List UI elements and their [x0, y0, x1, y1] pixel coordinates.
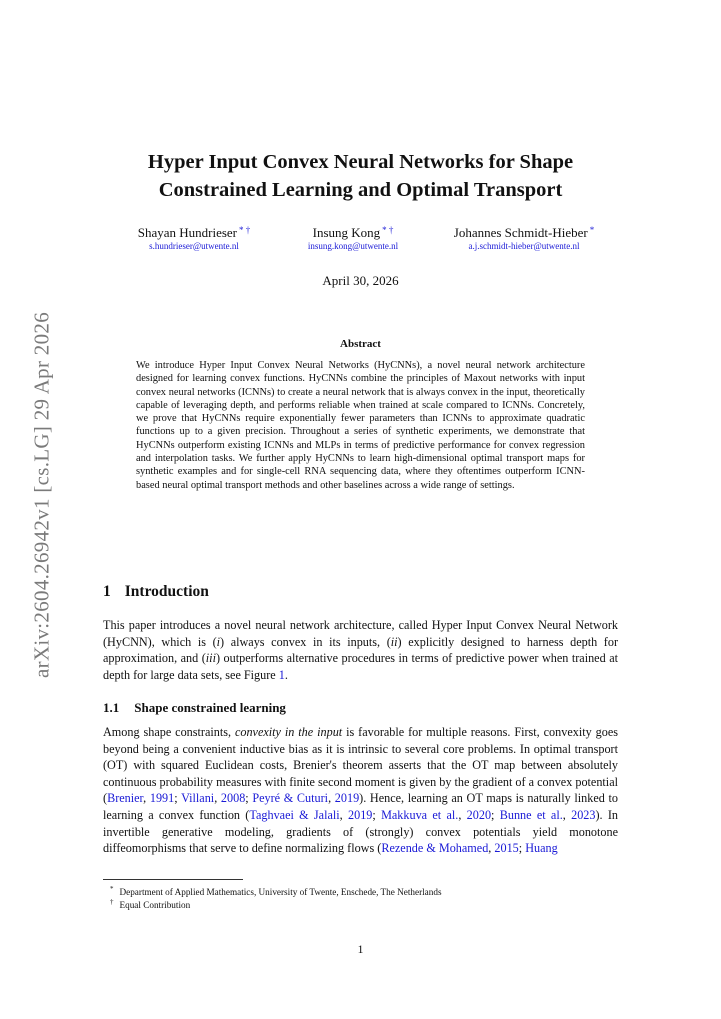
- title-line-2: Constrained Learning and Optimal Transport: [158, 179, 563, 201]
- citation-link[interactable]: Rezende & Mohamed: [381, 841, 489, 856]
- subsection-title: Shape constrained learning: [134, 700, 286, 715]
- citation-link[interactable]: Taghvaei & Jalali: [249, 807, 340, 822]
- shape-constrained-paragraph: Among shape constraints, convexity in the input is favorable for multiple reasons. First, convexity goes beyond being a convenient inductive bias as it is intrinsic to several core problems. In optimal transport (OT) with squared Euclidean costs, Brenier's theorem asserts that the OT map between absolutely continuous probability measures with finite second moment is given by the gradient of a convex potential (Brenier, 1991; Villani, 2008; Peyré & Cuturi, 2019). Hence, learning an OT maps is naturally linked to learning a convex function (Taghvaei & Jalali, 2019; Makkuva et al., 2020; Bunne et al., 2023). In invertible generative modeling, gradients of (strongly) convex potentials yield monotone diffeomorphisms that serve to define normalizing flows (Rezende & Mohamed, 2015; Huang: [103, 725, 619, 856]
- author-email[interactable]: insung.kong@utwente.nl: [307, 241, 399, 251]
- text-run: ). Hence, learning an OT maps is naturally linked to learning a convex function (: [103, 791, 619, 822]
- footnote-mark: †: [110, 898, 114, 906]
- footnote-text: Equal Contribution: [119, 900, 191, 911]
- footnote-text: Department of Applied Mathematics, University of Twente, Enschede, The Netherlands: [119, 887, 442, 898]
- citation-link[interactable]: Villani: [181, 791, 215, 806]
- emphasis: convexity in the input: [234, 725, 343, 739]
- text-run: is favorable for multiple reasons. First, convexity goes beyond being a convenient inductive bias as it is intrinsic to several core problems. In optimal transport (OT) with squared Euclidean costs, Brenier's theorem asserts that the OT map between absolutely continuous probability measures with finite second moment is given by the gradient of a convex potential (: [103, 725, 618, 806]
- citation-link[interactable]: Makkuva et al.: [381, 807, 459, 822]
- title-line-1: Hyper Input Convex Neural Networks for Shape: [147, 151, 574, 173]
- section-number: 1: [103, 583, 111, 600]
- author-email[interactable]: s.hundrieser@utwente.nl: [149, 241, 239, 251]
- figure-reference-link[interactable]: 1: [278, 667, 285, 682]
- citation-link[interactable]: Peyré & Cuturi: [252, 791, 329, 806]
- author-email[interactable]: a.j.schmidt-hieber@utwente.nl: [468, 241, 580, 251]
- citation-year-link[interactable]: 2008: [220, 791, 246, 806]
- author-affiliation-marks[interactable]: *: [589, 225, 595, 235]
- text-run: ) outperforms alternative procedures in terms of predictive power when trained at depth for large data sets, see Figure: [103, 651, 618, 682]
- arxiv-identifier-stamp: arXiv:2604.26942v1 [cs.LG] 29 Apr 2026: [29, 311, 54, 679]
- paper-title: [0, 148, 721, 204]
- text-run: .: [284, 667, 288, 682]
- citation-year-link[interactable]: 2019: [334, 791, 360, 806]
- citation-link[interactable]: Huang: [525, 841, 558, 856]
- citation-link[interactable]: Brenier: [107, 791, 144, 806]
- section-title: Introduction: [124, 583, 209, 600]
- author-name: Insung Kong: [312, 225, 381, 240]
- author-affiliation-marks[interactable]: * †: [239, 225, 251, 235]
- citation-year-link[interactable]: 1991: [149, 791, 175, 806]
- emphasis: i: [216, 634, 221, 649]
- citation-year-link[interactable]: 2020: [466, 807, 492, 822]
- subsection-number: 1.1: [103, 700, 120, 715]
- author-3: [432, 225, 616, 251]
- emphasis: ii: [390, 634, 398, 649]
- footnote-mark: *: [110, 885, 114, 893]
- footnote-divider: [103, 879, 243, 880]
- page-number: 1: [357, 942, 364, 956]
- citation-year-link[interactable]: 2019: [348, 807, 373, 822]
- citation-link[interactable]: Bunne et al.: [499, 807, 563, 822]
- text-run: ) always convex in its inputs, (: [220, 634, 391, 649]
- text-run: ) explicitly designed to harness depth for approximation, and (: [103, 634, 619, 666]
- footnote-equal-contribution: [110, 896, 190, 911]
- author-name: Shayan Hundrieser: [137, 225, 238, 240]
- author-2: [284, 225, 422, 251]
- author-1: [118, 225, 270, 251]
- author-affiliation-marks[interactable]: * †: [382, 225, 394, 235]
- abstract-text: We introduce Hyper Input Convex Neural Networks (HyCNNs), a novel neural network architecture designed for learning convex functions. HyCNNs combine the principles of Maxout networks with input convex neural networks (ICNNs) to create a neural network that is always convex in the input, theoretically capable of leveraging depth, and performs reliable when trained at scale compared to ICNNs. Concretely, we prove that HyCNNs require exponentially fewer parameters than ICNNs to approximate quadratic functions up to a given precision. Throughout a series of synthetic experiments, we demonstrate that HyCNNs outperform existing ICNNs and MLPs in terms of predictive performance for convex regression and interpolation tasks. We further apply HyCNNs to learn high-dimensional optimal transport maps for synthetic examples and for single-cell RNA sequencing data, where they oftentimes outperform ICNN-based neural optimal transport methods and other baselines across a wide range of settings.: [136, 360, 585, 491]
- publication-date: April 30, 2026: [322, 273, 399, 288]
- subsection-heading-shape-constrained-learning: [103, 700, 286, 716]
- section-heading-introduction: [103, 583, 209, 601]
- emphasis: iii: [205, 651, 216, 666]
- abstract-heading: Abstract: [340, 338, 381, 350]
- citation-year-link[interactable]: 2023: [571, 807, 596, 822]
- introduction-paragraph: [103, 617, 618, 683]
- text-run: ). In invertible generative modeling, gradients of (strongly) convex potentials yield monotone diffeomorphisms that serve to define normalizing flows (: [103, 807, 619, 856]
- text-run: This paper introduces a novel neural network architecture, called Hyper Input Convex Neural Network (HyCNN), which is (: [103, 618, 618, 649]
- text-run: Among shape constraints,: [103, 725, 235, 739]
- author-name: Johannes Schmidt-Hieber: [453, 225, 588, 240]
- citation-year-link[interactable]: 2015: [494, 841, 519, 856]
